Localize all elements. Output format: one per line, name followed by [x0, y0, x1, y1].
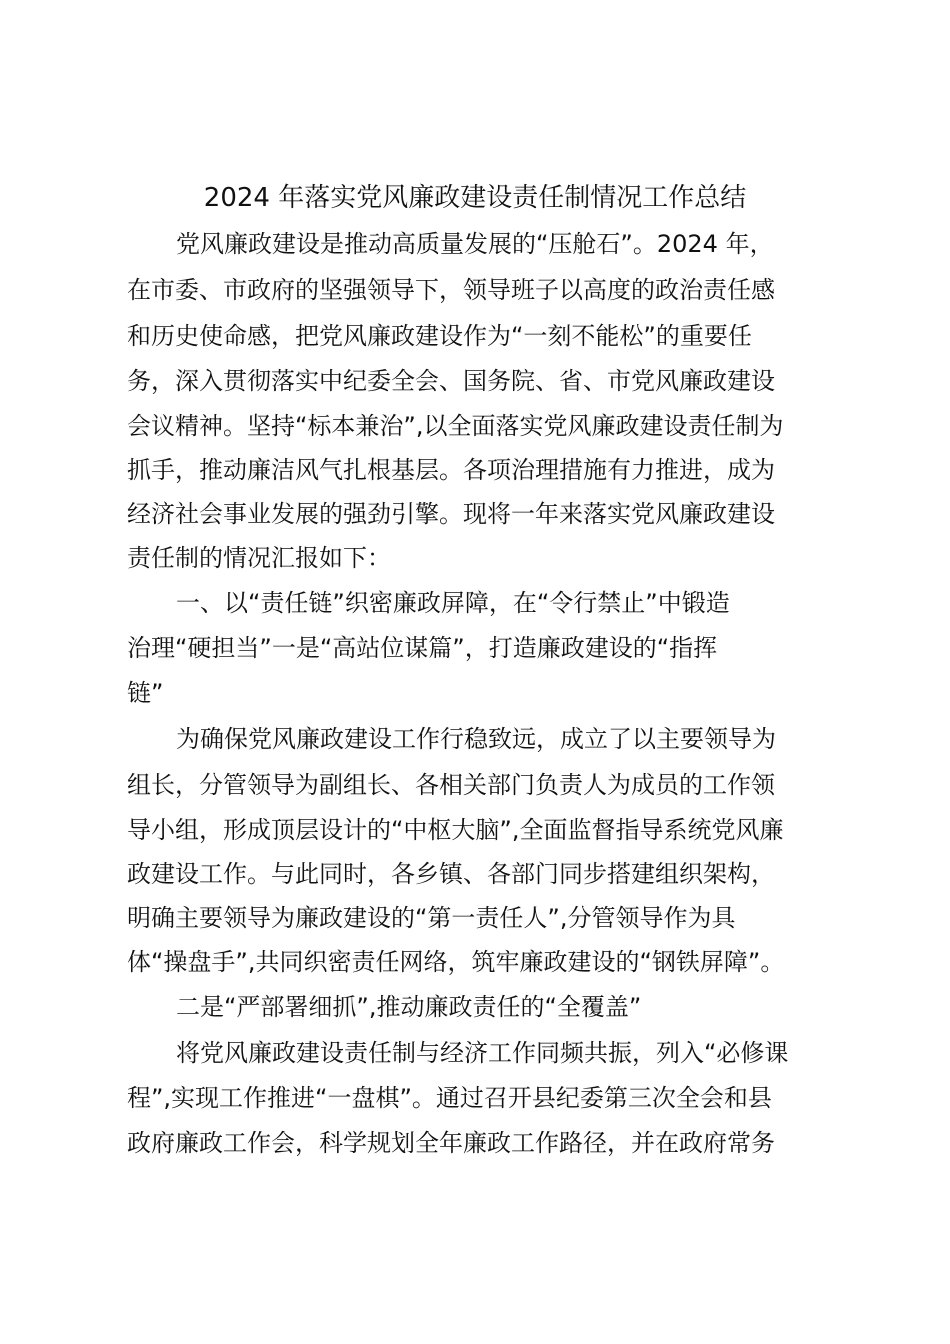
paragraph-line: 务，深入贯彻落实中纪委全会、国务院、省、市党风廉政建设 [127, 367, 775, 395]
subsection-heading-line: 二是“严部署细抓”,推动廉政责任的“全覆盖” [176, 993, 642, 1021]
section-heading-line: 一、以“责任链”织密廉政屏障，在“令行禁止”中锻造 [176, 589, 730, 617]
document-title: 2024 年落实党风廉政建设责任制情况工作总结 [203, 183, 747, 213]
paragraph-line: 程”,实现工作推进“一盘棋”。通过召开县纪委第三次全会和县 [127, 1084, 772, 1112]
paragraph-line: 明确主要领导为廉政建设的“第一责任人”,分管领导作为具 [127, 904, 736, 932]
section-heading-line: 链” [127, 679, 164, 707]
paragraph-line: 会议精神。坚持“标本兼治”,以全面落实党风廉政建设责任制为 [127, 412, 784, 440]
paragraph-line: 党风廉政建设是推动高质量发展的“压舱石”。2024 年， [176, 230, 774, 258]
paragraph-line: 为确保党风廉政建设工作行稳致远，成立了以主要领导为 [176, 725, 776, 753]
paragraph-line: 将党风廉政建设责任制与经济工作同频共振，列入“必修课 [176, 1039, 789, 1067]
paragraph-line: 政府廉政工作会，科学规划全年廉政工作路径，并在政府常务 [127, 1129, 775, 1157]
paragraph-line: 政建设工作。与此同时，各乡镇、各部门同步搭建组织架构， [127, 860, 775, 888]
paragraph-line: 组长，分管领导为副组长、各相关部门负责人为成员的工作领 [127, 771, 775, 799]
paragraph-line: 和历史使命感，把党风廉政建设作为“一刻不能松”的重要任 [127, 322, 752, 350]
paragraph-line: 体“操盘手”,共同织密责任网络，筑牢廉政建设的“钢铁屏障”。 [127, 948, 785, 976]
paragraph-line: 责任制的情况汇报如下： [127, 544, 391, 572]
paragraph-line: 导小组，形成顶层设计的“中枢大脑”,全面监督指导系统党风廉 [127, 816, 784, 844]
paragraph-line: 经济社会事业发展的强劲引擎。现将一年来落实党风廉政建设 [127, 500, 775, 528]
section-heading-line: 治理“硬担当”一是“高站位谋篇”，打造廉政建设的“指挥 [127, 634, 718, 662]
paragraph-line: 在市委、市政府的坚强领导下，领导班子以高度的政治责任感 [127, 276, 775, 304]
paragraph-line: 抓手，推动廉洁风气扎根基层。各项治理措施有力推进，成为 [127, 456, 775, 484]
